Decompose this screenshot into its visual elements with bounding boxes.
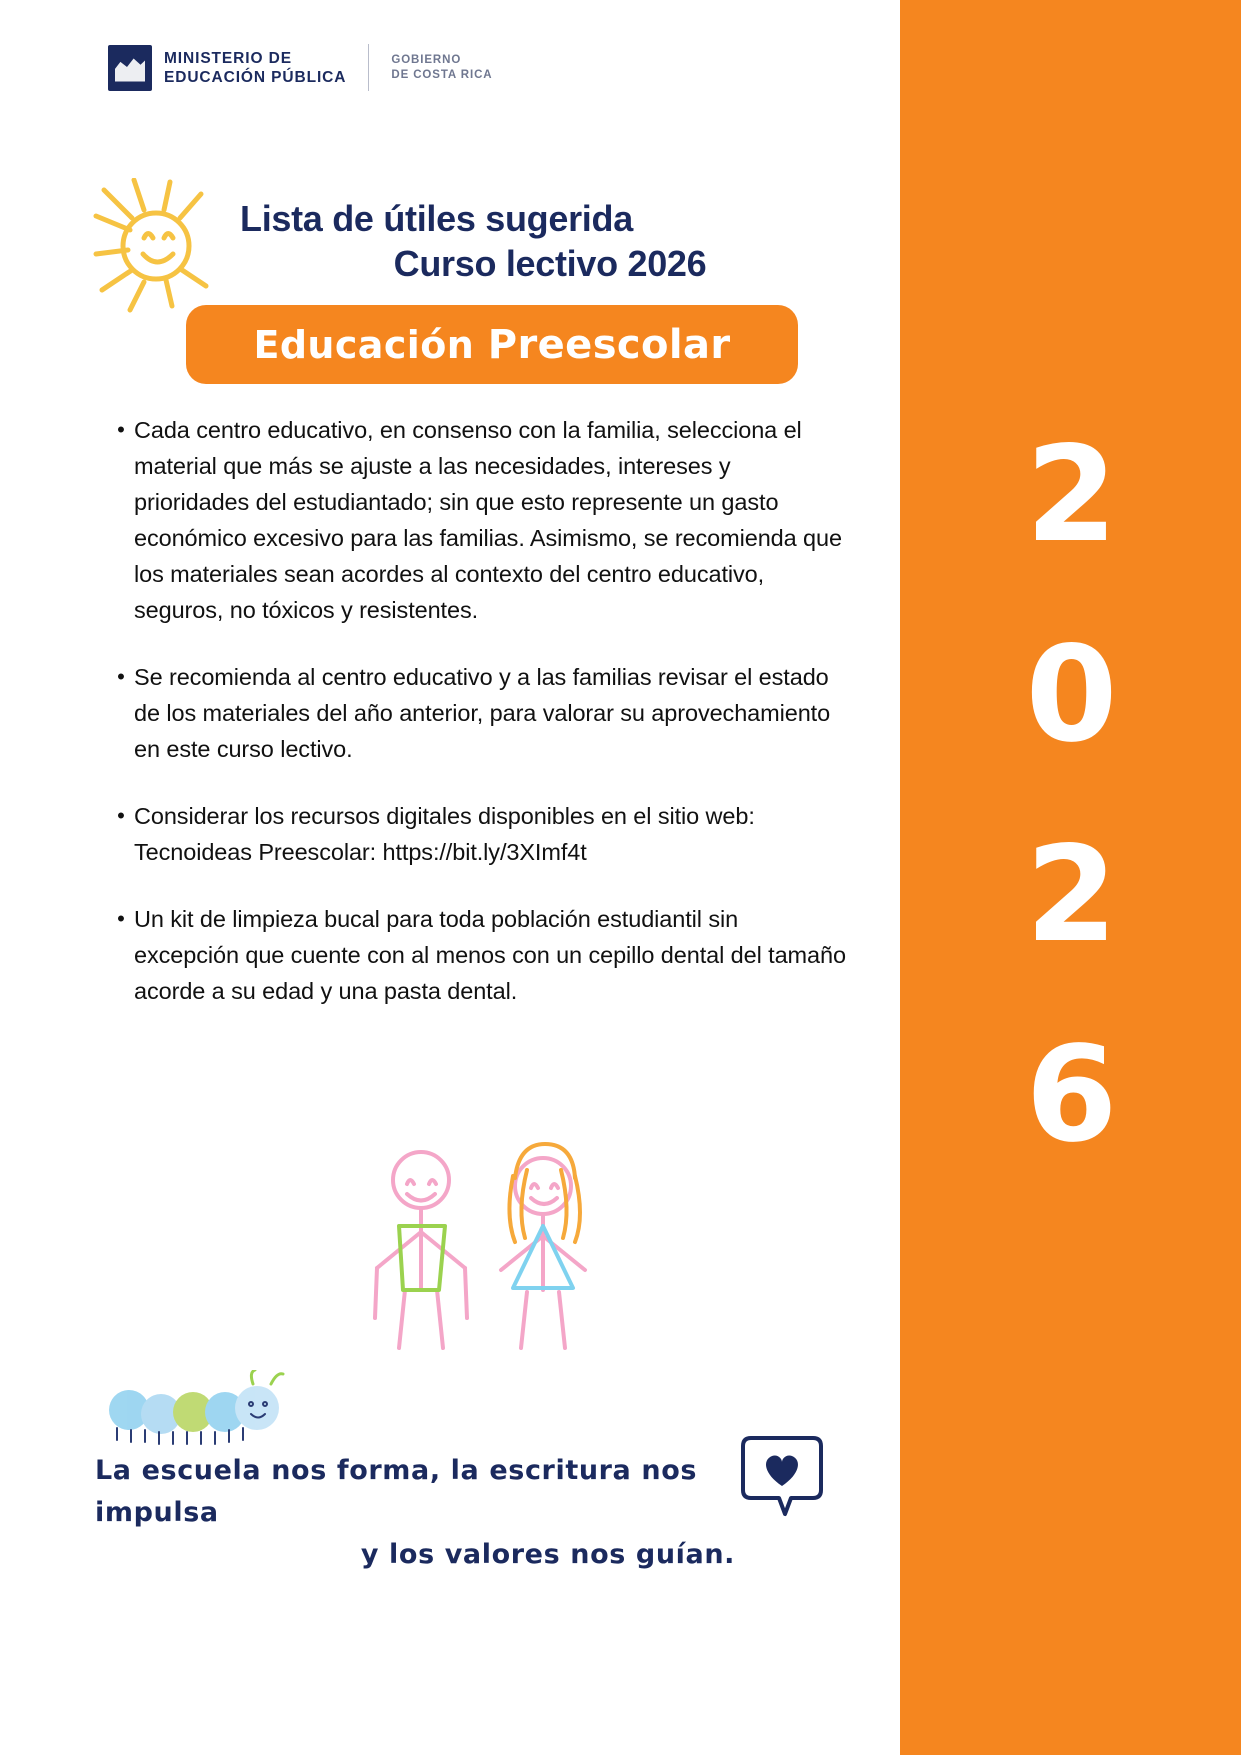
list-item xyxy=(108,659,848,767)
ministry-name-line1: MINISTERIO DE xyxy=(164,49,292,67)
education-level-label xyxy=(253,322,730,368)
title-line-1: Lista de útiles sugerida xyxy=(240,198,633,239)
title-line-2: Curso lectivo 2026 xyxy=(393,243,707,284)
ministry-logo xyxy=(108,44,493,91)
two-children-drawing-icon xyxy=(355,1140,645,1360)
bullet-dot-icon: • xyxy=(117,664,125,689)
page-title xyxy=(240,196,860,286)
education-level-label-bold: Preescolar xyxy=(487,321,731,368)
slogan xyxy=(95,1450,735,1576)
bullet-dot-icon: • xyxy=(117,906,125,931)
slogan-line-2: y los valores nos guían. xyxy=(360,1539,735,1570)
year-digit: 2 xyxy=(1025,818,1116,972)
logo-divider xyxy=(368,44,369,91)
list-item-text: Cada centro educativo, en consenso con la familia, selecciona el material que más se ajuste a las necesidades, intereses y prioridades del estudiantado; sin que esto represente un gasto económico excesivo para las familias. Asimismo, se recomienda que los materiales sean acordes al contexto del centro educativo, seguros, no tóxicos y resistentes. xyxy=(134,417,842,623)
year-digit: 6 xyxy=(1025,1018,1116,1172)
costa-rica-coat-of-arms-icon xyxy=(108,45,152,91)
education-level-badge xyxy=(186,305,798,384)
slogan-line-1: La escuela nos forma, la escritura nos impulsa xyxy=(95,1455,698,1528)
year-digit: 0 xyxy=(1025,618,1116,772)
government-name-line1: GOBIERNO xyxy=(391,53,462,66)
list-item xyxy=(108,798,848,870)
year-digits-column xyxy=(900,395,1241,1195)
list-item xyxy=(108,412,848,628)
ministry-name-line2: EDUCACIÓN PÚBLICA xyxy=(164,68,347,86)
list-item xyxy=(108,901,848,1009)
ministry-name xyxy=(164,49,346,87)
recommendations-list xyxy=(108,412,848,1040)
list-item-text: Considerar los recursos digitales disponibles en el sitio web: Tecnoideas Preescolar: https://bit.ly/3XImf4t xyxy=(134,803,755,865)
list-item-text: Un kit de limpieza bucal para toda población estudiantil sin excepción que cuente con al menos con un cepillo dental del tamaño acorde a su edad y una pasta dental. xyxy=(134,906,846,1004)
list-item-text: Se recomienda al centro educativo y a las familias revisar el estado de los materiales del año anterior, para valorar su aprovechamiento en este curso lectivo. xyxy=(134,664,831,762)
bullet-dot-icon: • xyxy=(117,803,125,828)
heart-speech-bubble-icon xyxy=(735,1432,830,1527)
year-digit: 2 xyxy=(1025,418,1116,572)
bullet-dot-icon: • xyxy=(117,417,125,442)
government-name-line2: DE COSTA RICA xyxy=(391,68,493,81)
caterpillar-doodle-icon xyxy=(95,1370,300,1455)
education-level-label-light: Educación xyxy=(253,322,488,367)
government-name xyxy=(391,53,492,83)
